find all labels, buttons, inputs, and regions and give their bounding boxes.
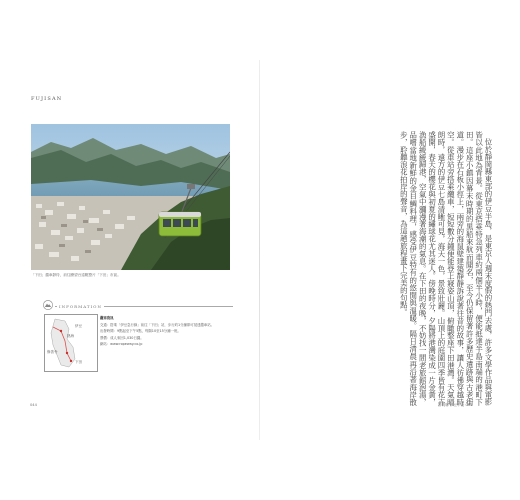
article-paragraph: 位於靜岡縣東部的伊豆半島，是東京人週末度假的熱門去處，許多文學作品與電影皆以此地為背景。從東京搭乘特急列車約兩個半小時，便能抵達半島南端的港町下田。這座小鎮因幕末時期的黑船來航而聞名，至今仍保留著許多歷史遺跡與古老街道。漫步在石板小徑上，兩旁的海鼠壁建築靜靜訴說著往昔的故事，讓人彷彿穿越時空。從車站旁搭乘纜車，短短數分鐘便能登上寢姿山頂，俯瞰整座下田港灣。天氣晴朗時，遠方的伊豆七島清晰可見，海天一色，景致壯麗。山頂上的庭園四季皆有花卉盛開，春天的櫻花與初夏的繡球花尤其迷人。傍晚時分，夕陽將港灣染成一片金黃，漁船緩緩歸港，空氣中瀰漫著海潮的氣息。在下田的夜晚，不妨找一間老旅館泡湯，品嚐當地新鮮的金目鯛料理，感受伊豆特有的悠閒與溫暖。隔日清晨再沿著海岸散步，聆聽浪花拍岸的聲音，為這趟旅程畫下完美的句點。 — [399, 131, 493, 406]
ropeway-photo — [31, 124, 230, 270]
information-line: 出發時間：9點起至下午5點，每隔10至15分鐘一班。 — [100, 329, 181, 334]
page-gutter — [259, 60, 260, 440]
article-body — [287, 131, 493, 406]
information-header — [43, 300, 233, 312]
information-line: 交通：搭乘「伊豆急行線」前往「下田」站，步行約1分鐘即可抵達纜車站。 — [100, 323, 215, 328]
page-number-left: 044 — [30, 403, 37, 407]
information-text — [100, 316, 228, 348]
mini-map — [44, 314, 98, 372]
mountain-icon — [43, 300, 53, 310]
map-label: 伊豆 — [75, 324, 82, 328]
page-number-right: 靜岡縣 伊豆半島 045 — [438, 403, 473, 407]
map-label: 修善寺 — [47, 350, 58, 354]
map-label: 下田 — [75, 360, 82, 364]
information-line: 網站：www.ropeway.co.jp — [100, 341, 143, 346]
running-head: FUJISAN — [31, 96, 63, 102]
information-line: 票價：成人來回1,030日圓。 — [100, 335, 144, 340]
information-label: INFORMATION — [59, 304, 102, 309]
photo-caption: 「下田」纜車靜待，前往瞭望台遠眺整片「下田」市區。 — [31, 273, 121, 277]
map-label: 熱海 — [67, 334, 74, 338]
information-title: 纜車資訊 — [100, 316, 114, 320]
